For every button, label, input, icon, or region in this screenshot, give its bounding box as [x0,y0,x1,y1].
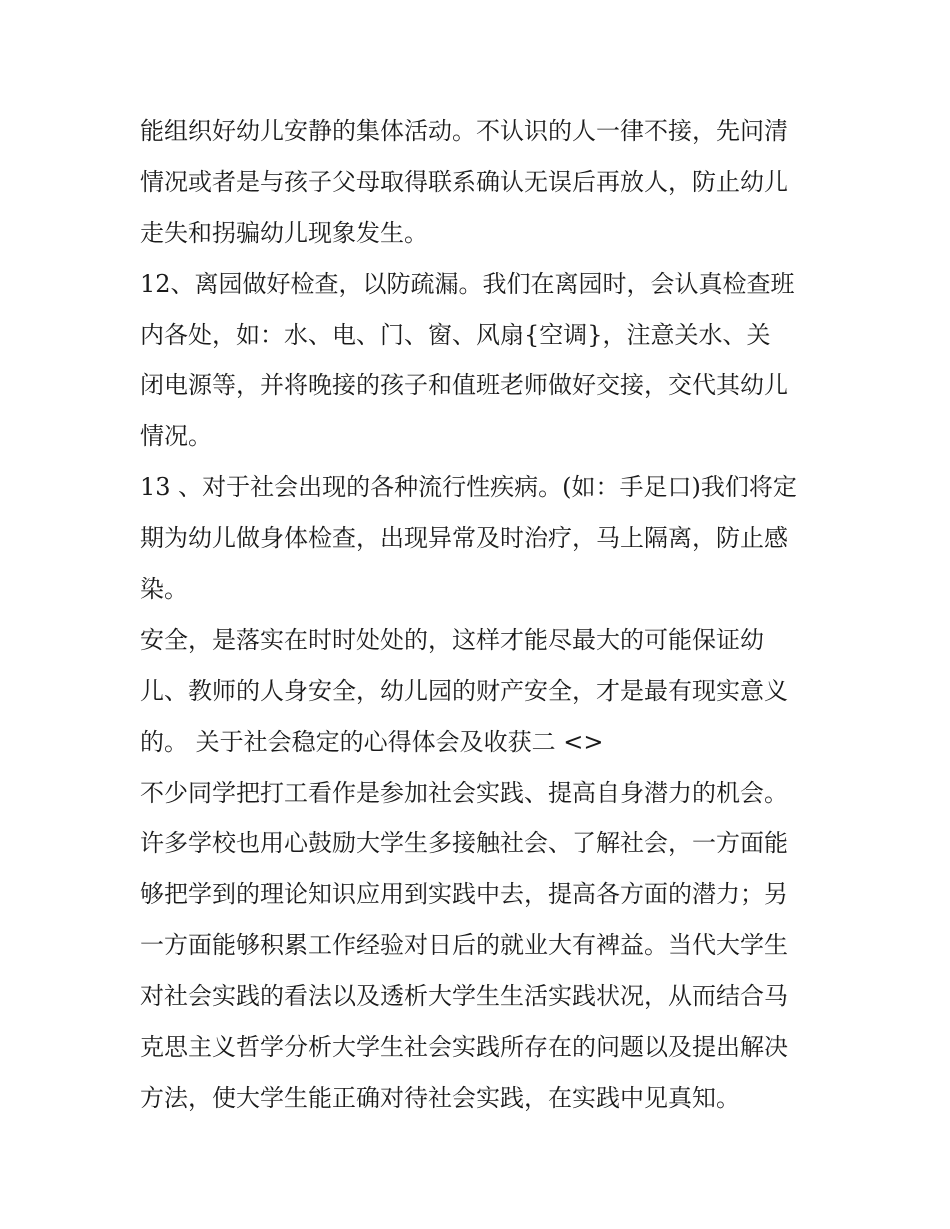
text-line: 走失和拐骗幼儿现象发生。 [140,218,428,247]
text-line: 13 、对于社会出现的各种流行性疾病。(如：手足口)我们将定 [140,473,797,502]
text-line: 情况。 [140,422,212,451]
text-line: 内各处，如：水、电、门、窗、风扇{空调}，注意关水、关 [140,320,771,349]
text-line: 不少同学把打工看作是参加社会实践、提高自身潜力的机会。 [140,778,788,807]
text-line: 期为幼儿做身体检查，出现异常及时治疗，马上隔离，防止感 [140,524,788,553]
text-line: 够把学到的理论知识应用到实践中去，提高各方面的潜力；另 [140,880,788,909]
text-line: 一方面能够积累工作经验对日后的就业大有裨益。当代大学生 [140,931,788,960]
text-line: 闭电源等，并将晚接的孩子和值班老师做好交接，交代其幼儿 [140,371,788,400]
text-line: 染。 [140,575,188,604]
text-line: 情况或者是与孩子父母取得联系确认无误后再放人，防止幼儿 [140,167,788,196]
text-line: 安全，是落实在时时处处的，这样才能尽最大的可能保证幼 [140,625,764,654]
text-line: 的。 关于社会稳定的心得体会及收获二 <> [140,727,604,756]
document-body [140,106,820,1124]
text-line: 儿、教师的人身安全，幼儿园的财产安全，才是最有现实意义 [140,676,788,705]
text-line: 克思主义哲学分析大学生社会实践所存在的问题以及提出解决 [140,1033,788,1062]
text-line: 12、离园做好检查，以防疏漏。我们在离园时，会认真检查班 [140,269,795,298]
text-line: 方法，使大学生能正确对待社会实践，在实践中见真知。 [140,1083,740,1112]
text-line: 对社会实践的看法以及透析大学生生活实践状况，从而结合马 [140,982,788,1011]
text-line: 能组织好幼儿安静的集体活动。不认识的人一律不接，先问清 [140,117,788,145]
text-line: 许多学校也用心鼓励大学生多接触社会、了解社会，一方面能 [140,829,788,858]
